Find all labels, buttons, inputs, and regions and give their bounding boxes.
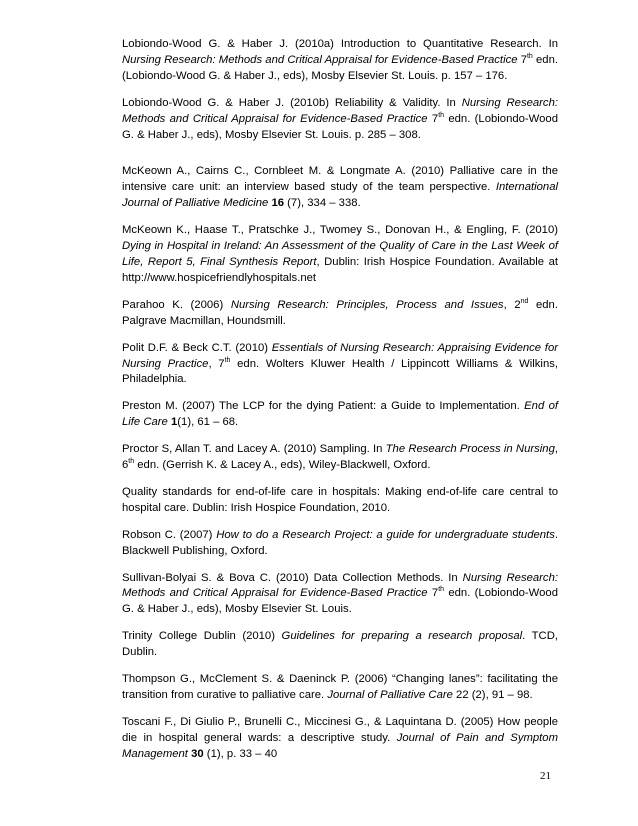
italic-title: How to do a Research Project: a guide for undergraduate students [216, 528, 555, 541]
reference-text: (7), 334 – 338. [284, 197, 361, 210]
reference-text: edn. (Lobiondo-Wood G. & Haber J., eds), Mosby Elsevier St. Louis. [122, 587, 558, 616]
reference-text: edn. (Lobiondo-Wood G. & Haber J., eds), Mosby Elsevier St. Louis. p. 285 – 308. [122, 112, 558, 141]
reference-text: , 7 [208, 357, 225, 370]
reference-entry [122, 164, 558, 212]
reference-entry [122, 629, 558, 661]
reference-text: 7 [427, 587, 439, 600]
reference-entry [122, 96, 558, 144]
reference-list [122, 37, 558, 774]
page-number: 21 [540, 770, 551, 782]
reference-entry [122, 715, 558, 763]
reference-text: 7 [517, 53, 527, 66]
reference-entry [122, 672, 558, 704]
volume-number: 16 [271, 197, 285, 210]
reference-entry [122, 341, 558, 389]
reference-text: Lobiondo-Wood G. & Haber J. (2010a) Introduction to Quantitative Research. In [122, 38, 558, 50]
reference-text: edn. (Gerrish K. & Lacey A., eds), Wiley-Blackwell, Oxford. [134, 459, 431, 472]
reference-text: Polit D.F. & Beck C.T. (2010) [122, 341, 272, 354]
reference-text: , 6 [122, 443, 558, 472]
reference-entry [122, 485, 558, 517]
italic-title: End of Life Care [122, 400, 558, 429]
reference-entry [122, 298, 558, 330]
italic-title: The Research Process in Nursing [385, 443, 555, 456]
italic-title: Guidelines for preparing a research proposal [281, 630, 523, 643]
reference-text: edn. Palgrave Macmillan, Houndsmill. [122, 298, 558, 327]
reference-text: 7 [427, 112, 439, 125]
reference-text: (1), 61 – 68. [177, 416, 239, 429]
reference-text: Trinity College Dublin (2010) [122, 630, 282, 643]
reference-text: Robson C. (2007) [122, 528, 217, 541]
superscript-text: th [128, 458, 135, 466]
reference-entry [122, 223, 558, 287]
italic-title: International Journal of Palliative Medicine [122, 181, 558, 210]
superscript-text: th [224, 356, 231, 364]
reference-text: Sullivan-Bolyai S. & Bova C. (2010) Data Collection Methods. In [122, 571, 463, 584]
reference-text: edn. Wolters Kluwer Health / Lippincott Williams & Wilkins, Philadelphia. [122, 357, 559, 386]
reference-text: Preston M. (2007) The LCP for the dying Patient: a Guide to Implementation. [122, 400, 525, 413]
reference-text: Thompson G., McClement S. & Daeninck P. (2006) “Changing lanes”: facilitating the transition from curative to palliative care. [122, 673, 558, 701]
superscript-text: th [438, 111, 445, 119]
italic-title: Journal of Palliative Care [327, 689, 453, 701]
volume-number: 30 [191, 747, 204, 760]
reference-text: (1), p. 33 – 40 [203, 747, 278, 760]
reference-text: , 2 [503, 298, 521, 311]
italic-title: Nursing Research: Methods and Critical Appraisal for Evidence-Based Practice [122, 53, 518, 66]
reference-text: edn. (Lobiondo-Wood G. & Haber J., eds), Mosby Elsevier St. Louis. p. 157 – 176. [122, 53, 558, 82]
italic-title: Nursing Research: Methods and Critical Appraisal for Evidence-Based Practice [122, 571, 558, 600]
reference-text: McKeown A., Cairns C., Cornbleet M. & Longmate A. (2010) Palliative care in the intensive care unit: an interview based study of the team perspective. [122, 165, 558, 194]
reference-entry [122, 571, 558, 619]
italic-title: Nursing Research: Principles, Process and Issues [230, 298, 504, 311]
superscript-text: th [438, 586, 445, 594]
reference-entry [122, 442, 558, 474]
reference-entry [122, 37, 558, 85]
reference-text: McKeown K., Haase T., Pratschke J., Twomey S., Donovan H., & Engling, F. (2010) [122, 224, 558, 237]
superscript-text: nd [520, 297, 529, 305]
reference-text: , Dublin: Irish Hospice Foundation. Available at http://www.hospicefriendlyhospitals.net [122, 255, 558, 284]
italic-title: Journal of Pain and Symptom Management [122, 731, 558, 760]
italic-title: Nursing Research: Methods and Critical Appraisal for Evidence-Based Practice [122, 96, 558, 125]
reference-text: Parahoo K. (2006) [122, 298, 231, 311]
reference-text: Quality standards for end-of-life care in hospitals: Making end-of-life care central to hospital care. Dublin: Irish Hospice Foundation, 2010. [122, 485, 558, 514]
italic-title: Dying in Hospital in Ireland: An Assessment of the Quality of Care in the Last Week of Life, Report 5, Final Synthesis Report [122, 240, 558, 268]
reference-text: Toscani F., Di Giulio P., Brunelli C., Miccinesi G., & Laquintana D. (2005) How people die in hospital general wards: a descriptive study. [122, 715, 558, 744]
reference-entry [122, 528, 558, 560]
superscript-text: th [526, 52, 533, 60]
italic-title: Essentials of Nursing Research: Appraising Evidence for Nursing Practice [122, 341, 558, 370]
reference-text: . TCD, Dublin. [122, 630, 558, 659]
reference-text: . Blackwell Publishing, Oxford. [122, 528, 558, 557]
volume-number: 1 [170, 416, 178, 429]
reference-text: 22 (2), 91 – 98. [452, 689, 533, 701]
reference-entry [122, 399, 558, 431]
reference-text: Lobiondo-Wood G. & Haber J. (2010b) Reliability & Validity. In [122, 96, 462, 109]
reference-text: Proctor S, Allan T. and Lacey A. (2010) Sampling. In [122, 443, 386, 456]
